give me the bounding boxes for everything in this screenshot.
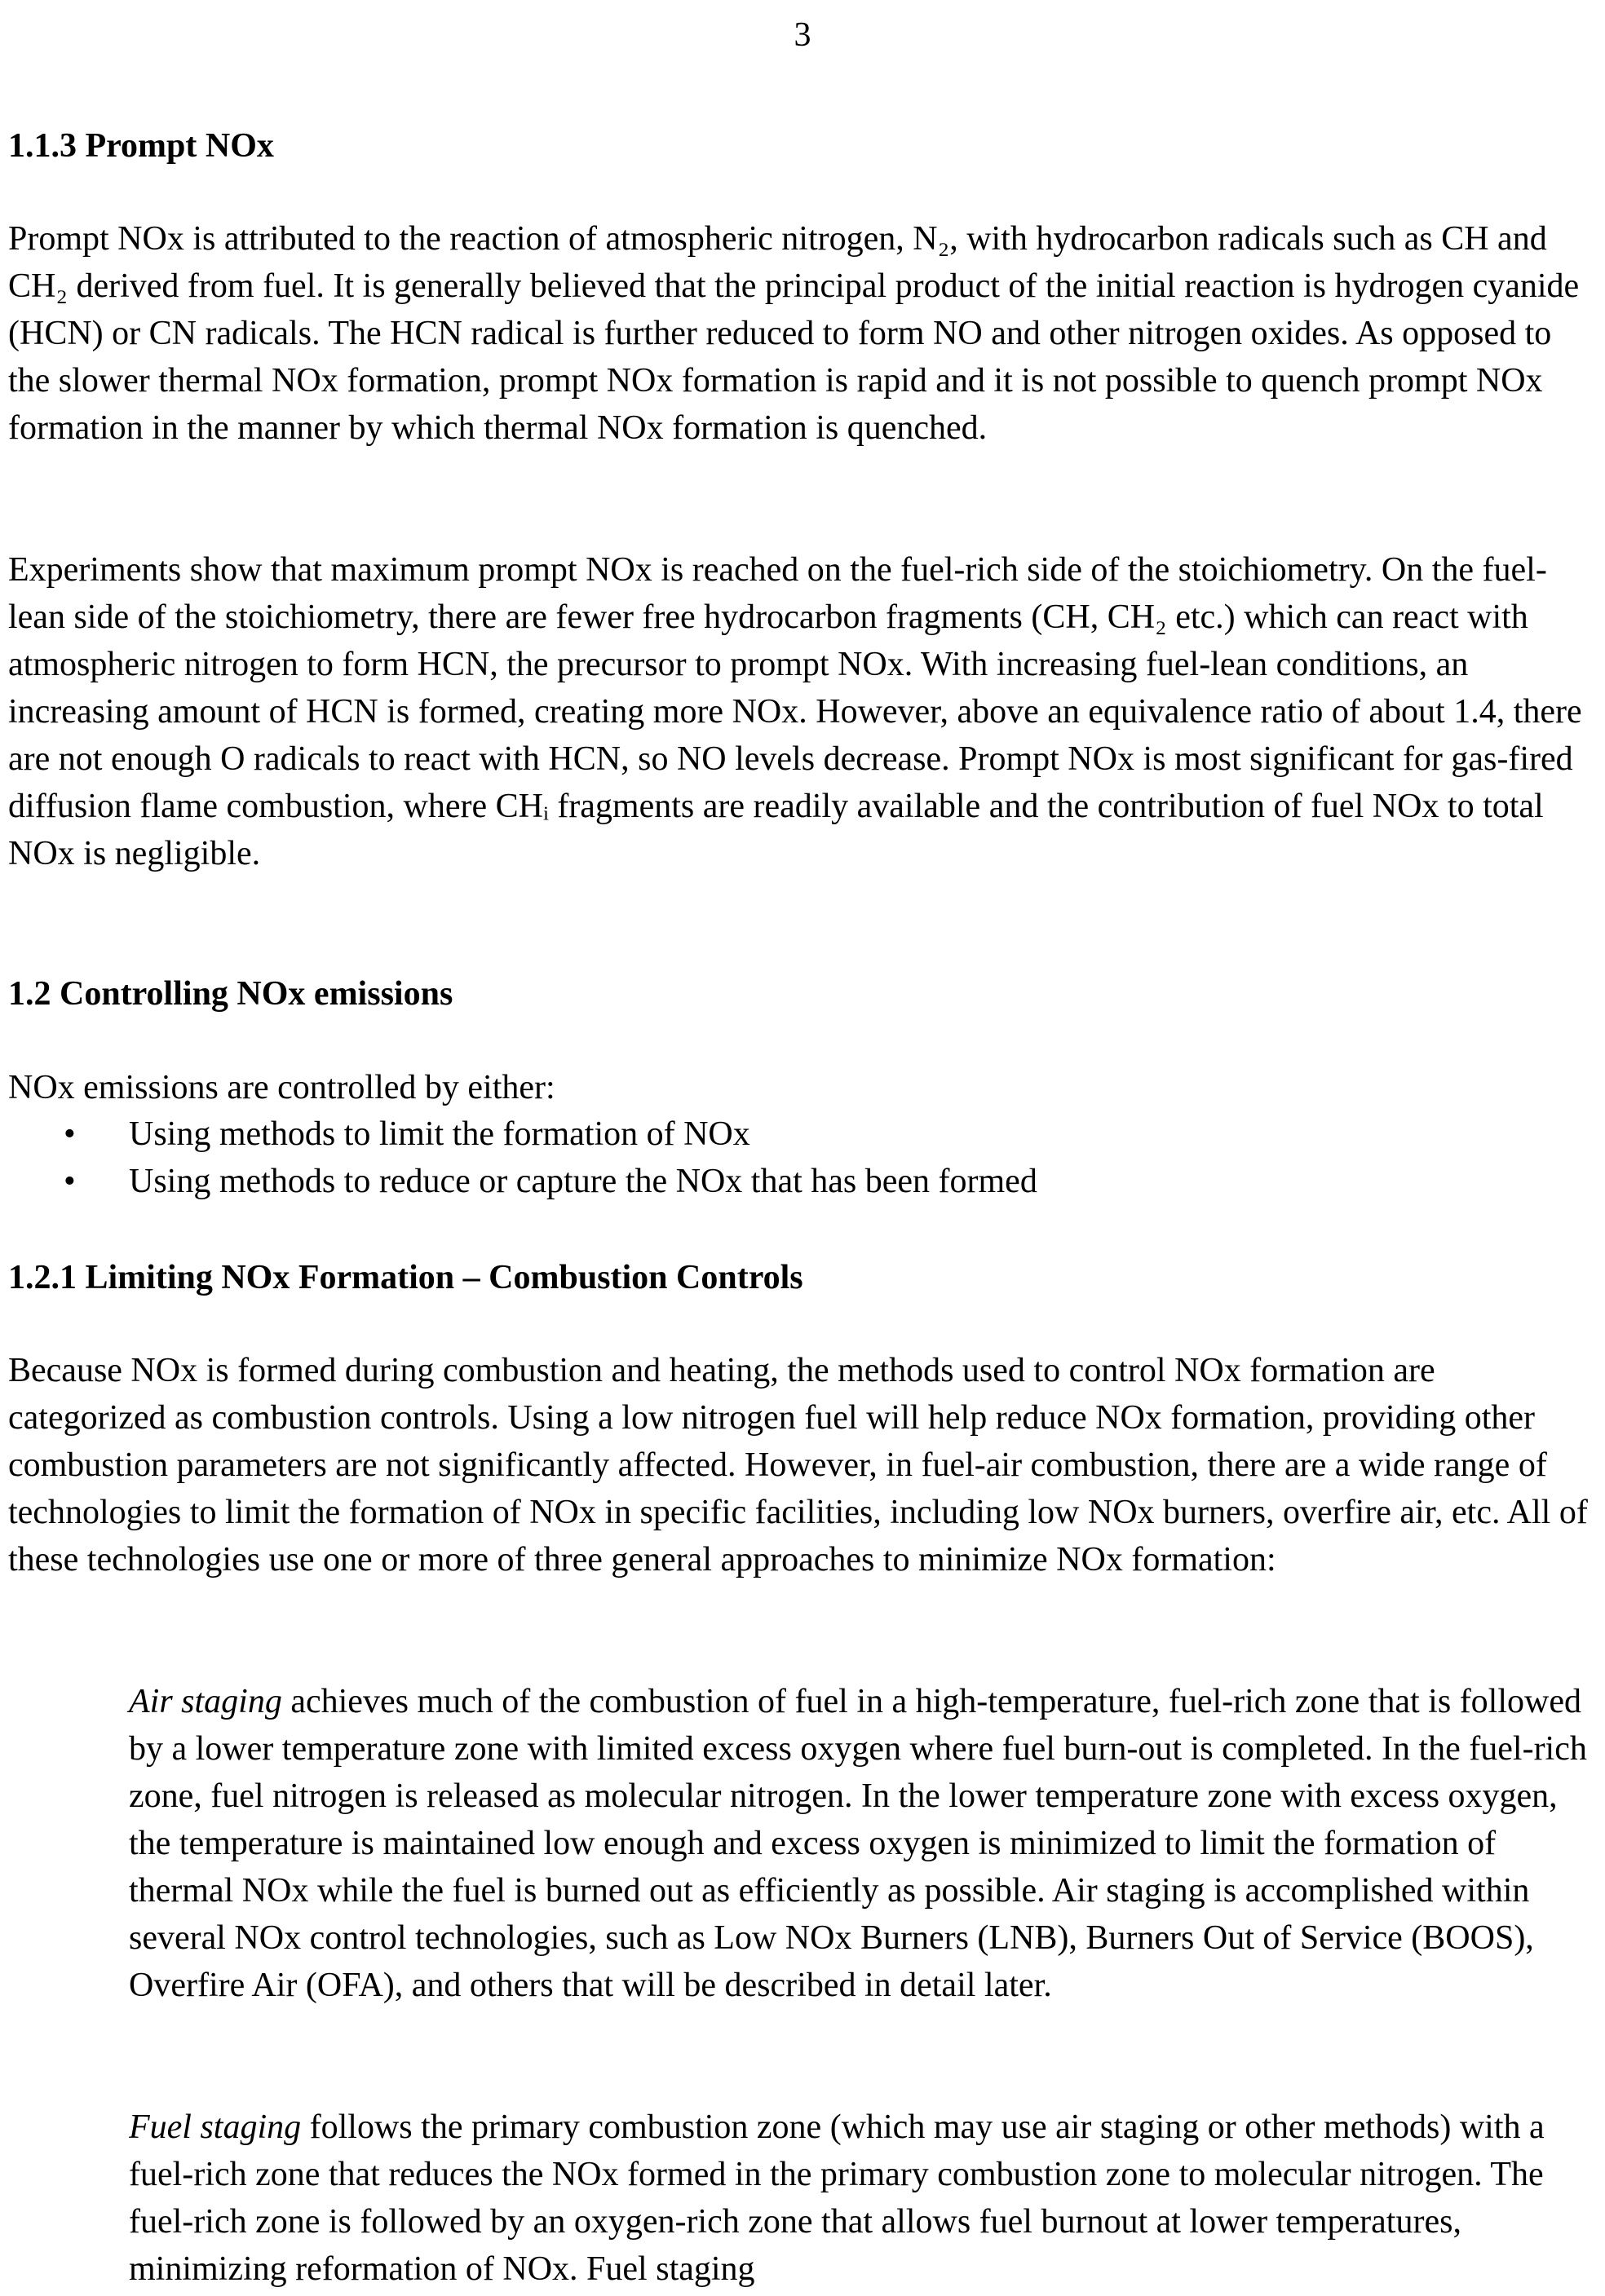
list-item (64, 1110, 1037, 1158)
air-staging-term: Air staging (129, 1683, 282, 1720)
limiting-paragraph: Because NOx is formed during combustion and heating, the methods used to control NOx formation are categorized as combustion controls. Using a low nitrogen fuel will help reduce NOx formation, providing other combustion parameters are not significantly affected. However, in fuel-air combustion, there are a wide range of technologies to limit the formation of NOx in specific facilities, including low NOx burners, overfire air, etc. All of these technologies use one or more of three general approaches to minimize NOx formation: (8, 1352, 1588, 1578)
list-item (64, 1158, 1037, 1205)
fuel-staging-term: Fuel staging (129, 2108, 302, 2146)
page-number: 3 (794, 16, 811, 54)
bullet-icon: • (64, 1115, 76, 1153)
fuel-staging-container (129, 2104, 1597, 2296)
heading-prompt-nox: 1.1.3 Prompt NOx (8, 127, 274, 165)
heading-controlling-nox: 1.2 Controlling NOx emissions (8, 975, 453, 1013)
air-staging-paragraph (129, 1678, 1597, 2009)
heading-limiting-nox: 1.2.1 Limiting NOx Formation – Combustion Controls (8, 1259, 803, 1296)
control-methods-list (64, 1110, 1037, 1205)
prompt-nox-paragraph-2: Experiments show that maximum prompt NOx is reached on the fuel-rich side of the stoichiometry. On the fuel-lean side of the stoichiometry, there are fewer free hydrocarbon fragments (CH, CH₂ etc.) which can react with atmospheric nitrogen to form HCN, the precursor to prompt NOx. With increasing fuel-lean conditions, an increasing amount of HCN is formed, creating more NOx. However, above an equivalence ratio of about 1.4, there are not enough O radicals to react with HCN, so NO levels decrease. Prompt NOx is most significant for gas-fired diffusion flame combustion, where CHᵢ fragments are readily available and the contribution of fuel NOx to total NOx is negligible. (8, 551, 1582, 872)
list-item-text: Using methods to reduce or capture the NOx that has been formed (129, 1163, 1037, 1200)
controlling-intro: NOx emissions are controlled by either: (8, 1069, 555, 1106)
list-item-text: Using methods to limit the formation of NOx (129, 1115, 750, 1153)
fuel-staging-paragraph (129, 2104, 1597, 2293)
prompt-nox-paragraph-1: Prompt NOx is attributed to the reaction of atmospheric nitrogen, N₂, with hydrocarbon radicals such as CH and CH₂ derived from fuel. It is generally believed that the principal product of the initial reaction is hydrogen cyanide (HCN) or CN radicals. The HCN radical is further reduced to form NO and other nitrogen oxides. As opposed to the slower thermal NOx formation, prompt NOx formation is rapid and it is not possible to quench prompt NOx formation in the manner by which thermal NOx formation is quenched. (8, 220, 1580, 447)
air-staging-text: achieves much of the combustion of fuel in a high-temperature, fuel-rich zone that is followed by a lower temperature zone with limited excess oxygen where fuel burn-out is completed. In the fuel-rich zone, fuel nitrogen is released as molecular nitrogen. In the lower temperature zone with excess oxygen, the temperature is maintained low enough and excess oxygen is minimized to limit the formation of thermal NOx while the fuel is burned out as efficiently as possible. Air staging is accomplished within several NOx control technologies, such as Low NOx Burners (LNB), Burners Out of Service (BOOS), Overfire Air (OFA), and others that will be described in detail later. (129, 1683, 1587, 2004)
fuel-staging-text: follows the primary combustion zone (which may use air staging or other methods) with a fuel-rich zone that reduces the NOx formed in the primary combustion zone to molecular nitrogen. The fuel-rich zone is followed by an oxygen-rich zone that allows fuel burnout at lower temperatures, minimizing reformation of NOx. Fuel staging (129, 2108, 1545, 2288)
bullet-icon: • (64, 1163, 76, 1200)
